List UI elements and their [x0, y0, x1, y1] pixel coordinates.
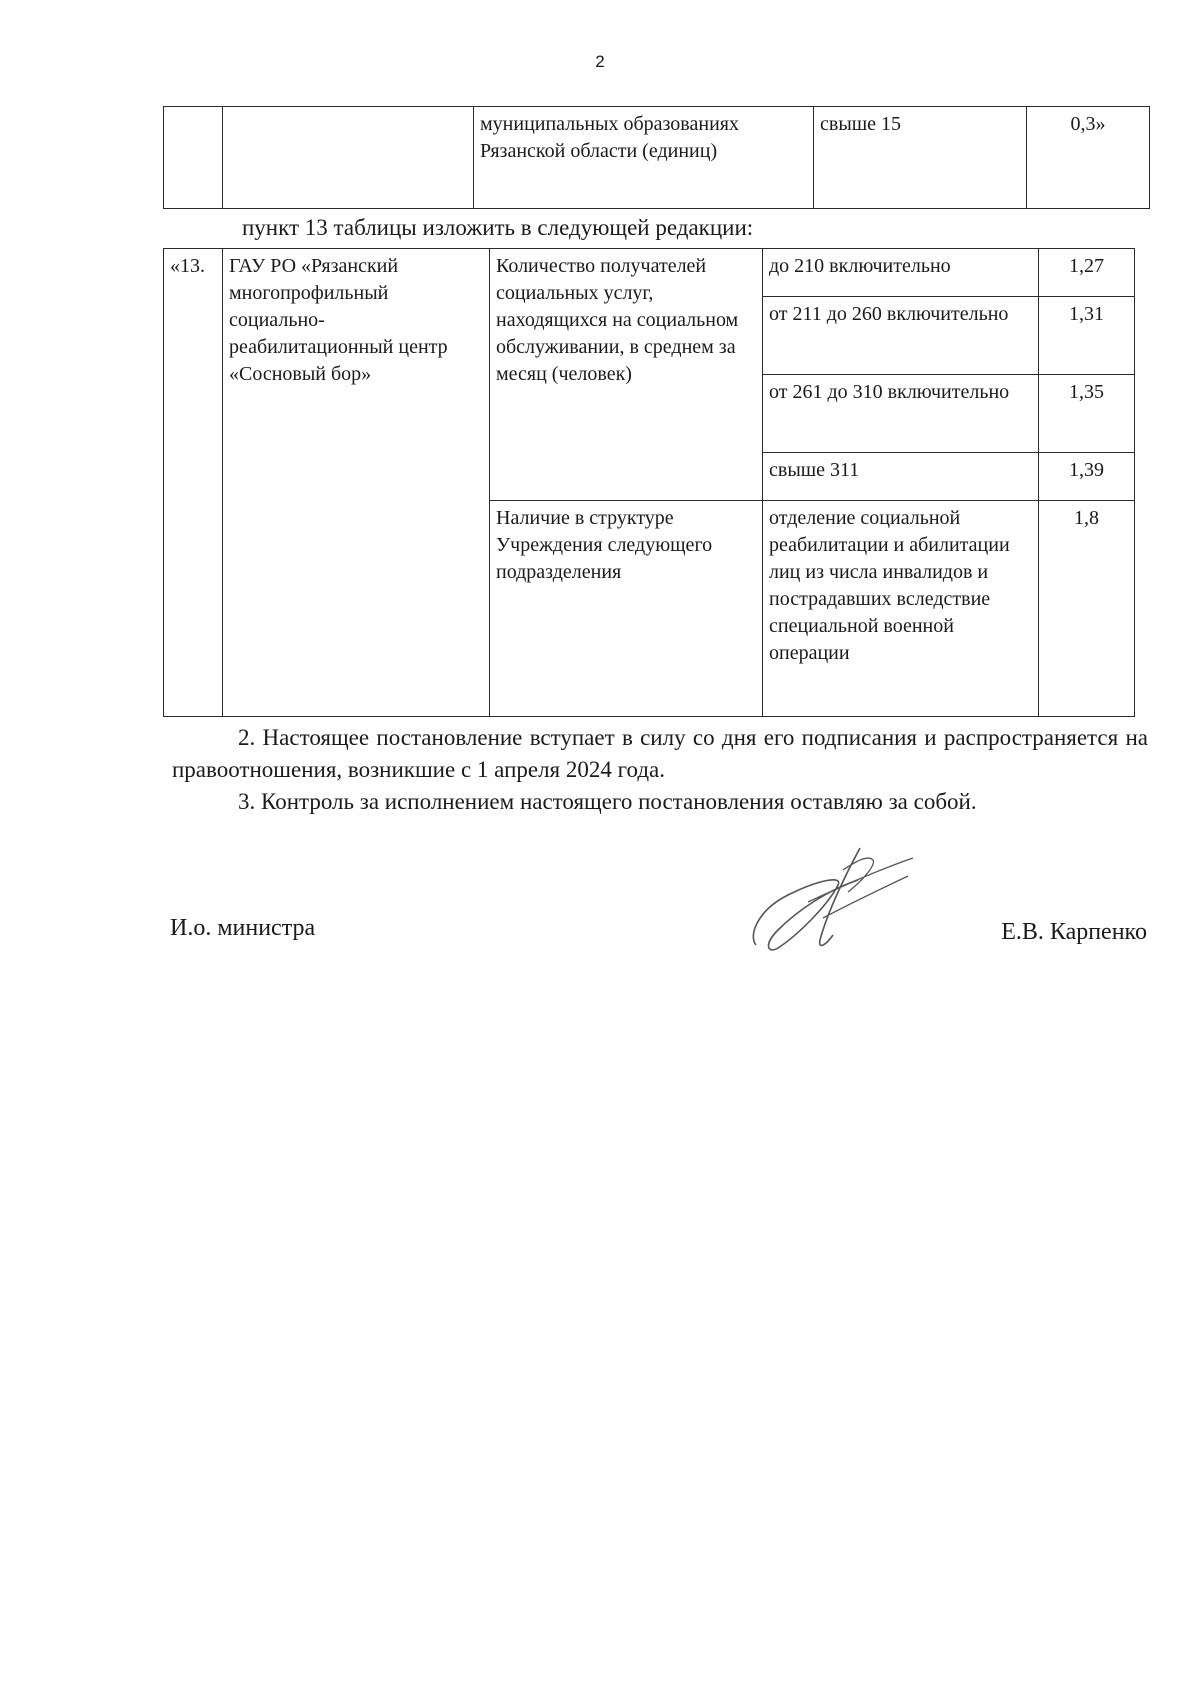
value-cell: 1,31 [1039, 297, 1135, 375]
signer-name: Е.В. Карпенко [1001, 919, 1147, 945]
paragraph-3 [172, 786, 1148, 818]
table-cell-number [164, 107, 223, 209]
continued-table [163, 106, 1150, 209]
indicator-recipients: Количество получателей социальных услуг, находящихся на социальном обслуживании, в среднем за месяц (человек) [490, 249, 763, 501]
condition-cell: отделение социальной реабилитации и абилитации лиц из числа инвалидов и пострадавших вследствие специальной военной операции [763, 501, 1039, 717]
table-cell-indicator: муниципальных образованиях Рязанской области (единиц) [474, 107, 814, 209]
table-cell-value: 0,3» [1027, 107, 1150, 209]
page-number: 2 [595, 52, 605, 71]
table-cell-institution [223, 107, 474, 209]
value-cell: 1,27 [1039, 249, 1135, 297]
institution-name: ГАУ РО «Рязанский многопрофильный социально-реабилитационный центр «Сосновый бор» [223, 249, 490, 717]
value-cell: 1,35 [1039, 375, 1135, 453]
value-cell: 1,8 [1039, 501, 1135, 717]
signer-position: И.о. министра [170, 915, 316, 941]
table-cell-condition: свыше 15 [814, 107, 1027, 209]
indicator-subdivision: Наличие в структуре Учреждения следующего подразделения [490, 501, 763, 717]
paragraph-3-text: 3. Контроль за исполнением настоящего постановления оставляю за собой. [238, 789, 977, 814]
handwritten-signature [748, 840, 918, 960]
condition-cell: свыше 311 [763, 453, 1039, 501]
paragraph-2-text: 2. Настоящее постановление вступает в силу со дня его подписания и распространяется на правоотношения, возникшие с 1 апреля 2024 года. [172, 725, 1148, 782]
table-row [164, 107, 1150, 209]
paragraph-2 [172, 722, 1148, 786]
condition-cell: от 261 до 310 включительно [763, 375, 1039, 453]
item-13-table [163, 248, 1135, 717]
condition-cell: от 211 до 260 включительно [763, 297, 1039, 375]
instruction-text: пункт 13 таблицы изложить в следующей редакции: [242, 215, 754, 240]
table-row [164, 249, 1135, 297]
value-cell: 1,39 [1039, 453, 1135, 501]
condition-cell: до 210 включительно [763, 249, 1039, 297]
item-number: «13. [164, 249, 223, 717]
